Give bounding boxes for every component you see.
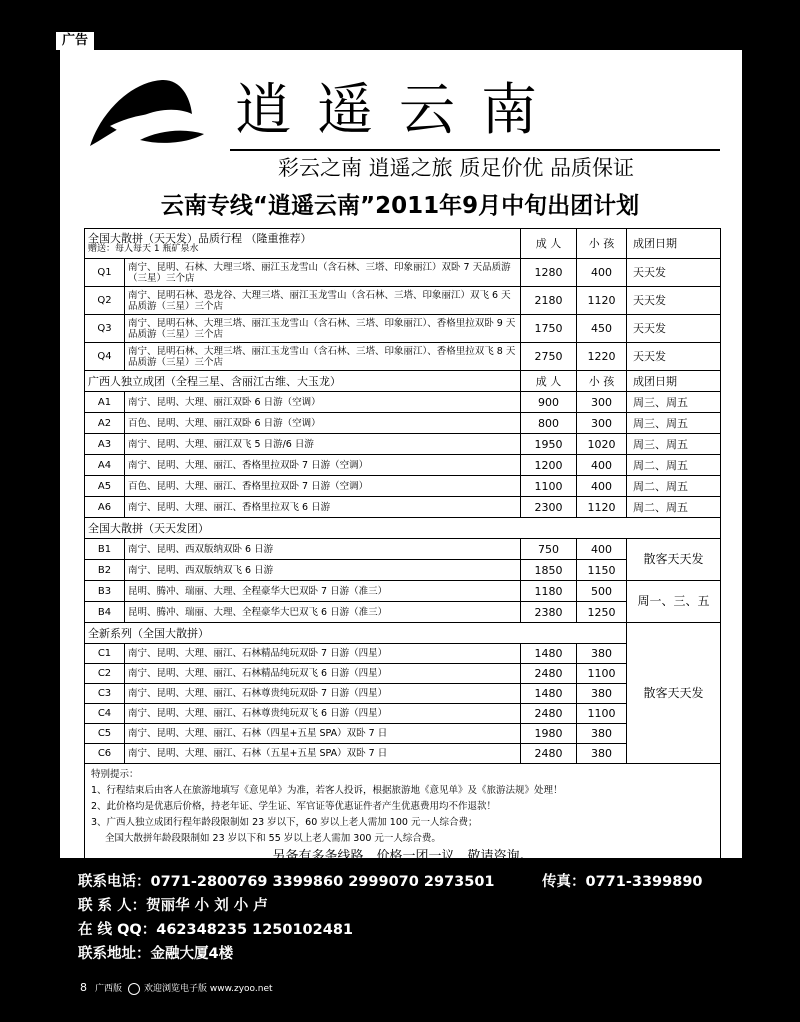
notes-item: 2、此价格均是优惠后价格，持老年证、学生证、军官证等优惠证件者产生优惠费用均不作退款！: [91, 801, 497, 812]
section-header-q: [85, 229, 721, 259]
adult-price: 1850: [521, 560, 577, 581]
route-code: C2: [85, 664, 125, 684]
table-row: [85, 259, 721, 287]
table-row: [85, 455, 721, 476]
route-desc: 百色、昆明、大理、丽江双卧 6 日游（空调）: [125, 413, 521, 434]
depart-date: 天天发: [627, 259, 721, 287]
route-desc: 南宁、昆明、大理、丽江双卧 6 日游（空调）: [125, 392, 521, 413]
contact-phone-line: [78, 870, 778, 894]
child-price: 380: [577, 724, 627, 744]
depart-date: 天天发: [627, 315, 721, 343]
adult-price: 2480: [521, 664, 577, 684]
child-price: 1220: [577, 343, 627, 371]
route-desc: 南宁、昆明、大理、丽江、石林尊贵纯玩双飞 6 日游（四星）: [125, 704, 521, 724]
table-row: [85, 560, 721, 581]
child-price: 400: [577, 539, 627, 560]
notes-item: 1、行程结束后由客人在旅游地填写《意见单》为准，若客人投诉，根据旅游地《意见单》及《旅游法规》处理！: [91, 785, 563, 796]
table-row: [85, 497, 721, 518]
route-desc: 南宁、昆明、西双版纳双飞 6 日游: [125, 560, 521, 581]
child-price: 380: [577, 684, 627, 704]
section-title: 广西人独立成团（全程三星、含丽江古维、大玉龙）: [85, 371, 521, 392]
route-desc: 南宁、昆明、大理、丽江、石林精品纯玩双卧 7 日游（四星）: [125, 644, 521, 664]
table-row: [85, 602, 721, 623]
address-label: 联系地址：: [78, 946, 151, 962]
date-header: 成团日期: [627, 371, 721, 392]
child-price: 1100: [577, 664, 627, 684]
section-header-c: [85, 623, 721, 644]
route-code: B3: [85, 581, 125, 602]
route-code: A2: [85, 413, 125, 434]
notes-footer: 另备有多条线路，价格一团一议，敬请咨询。: [272, 849, 533, 864]
depart-date: 周一、三、五: [627, 581, 721, 623]
child-price: 1150: [577, 560, 627, 581]
table-row: [85, 476, 721, 497]
route-code: C1: [85, 644, 125, 664]
route-code: B1: [85, 539, 125, 560]
contact-address-line: [78, 942, 778, 966]
depart-date: 天天发: [627, 343, 721, 371]
table-row: [85, 664, 721, 684]
date-header: 成团日期: [627, 229, 721, 259]
page-number: 8: [80, 981, 87, 994]
fax-value: 0771-3399890: [585, 874, 703, 890]
route-code: A5: [85, 476, 125, 497]
brand-divider: [230, 149, 720, 151]
qq-label: 在 线 QQ：: [78, 922, 157, 938]
route-code: C4: [85, 704, 125, 724]
route-desc: 昆明、腾冲、瑞丽、大理、全程豪华大巴双卧 7 日游（准三）: [125, 581, 521, 602]
depart-date: 周二、周五: [627, 455, 721, 476]
route-desc: 百色、昆明、大理、丽江、香格里拉双卧 7 日游（空调）: [125, 476, 521, 497]
route-desc: 南宁、昆明、大理、丽江、香格里拉双飞 6 日游: [125, 497, 521, 518]
page-footer: [80, 978, 380, 998]
route-code: A3: [85, 434, 125, 455]
route-code: B2: [85, 560, 125, 581]
depart-date: 散客天天发: [627, 539, 721, 581]
qq-value: 462348235 1250102481: [156, 922, 353, 938]
depart-date: 散客天天发: [627, 623, 721, 764]
child-header: 小 孩: [577, 229, 627, 259]
route-code: Q3: [85, 315, 125, 343]
child-price: 1120: [577, 287, 627, 315]
table-row: [85, 434, 721, 455]
brand-name: 逍遥云南: [235, 78, 563, 143]
publication-logo-icon: [128, 983, 140, 995]
route-desc: 南宁、昆明、石林、大理三塔、丽江玉龙雪山（含石林、三塔、印象丽江）双卧 7 天品质游（三星）三个店: [125, 259, 521, 287]
adult-price: 2480: [521, 704, 577, 724]
child-price: 400: [577, 259, 627, 287]
contact-person-line: [78, 894, 778, 918]
ad-tag: 广告: [56, 32, 94, 50]
route-code: A1: [85, 392, 125, 413]
depart-date: 周二、周五: [627, 476, 721, 497]
child-price: 1100: [577, 704, 627, 724]
route-code: Q2: [85, 287, 125, 315]
adult-price: 1100: [521, 476, 577, 497]
depart-date: 周三、周五: [627, 434, 721, 455]
table-row: [85, 581, 721, 602]
child-price: 1020: [577, 434, 627, 455]
section-title: 全新系列（全国大散拼）: [85, 623, 627, 644]
contact-qq-line: [78, 918, 778, 942]
route-desc: 南宁、昆明、大理、丽江双飞 5 日游/6 日游: [125, 434, 521, 455]
depart-date: 周三、周五: [627, 392, 721, 413]
table-row: [85, 724, 721, 744]
address-value: 金融大厦4楼: [150, 946, 234, 962]
route-desc: 南宁、昆明、大理、丽江、石林（四星+五星 SPA）双卧 7 日: [125, 724, 521, 744]
site-text: 欢迎浏览电子版 www.zyoo.net: [144, 984, 273, 994]
route-code: A6: [85, 497, 125, 518]
route-desc: 昆明、腾冲、瑞丽、大理、全程豪华大巴双飞 6 日游（准三）: [125, 602, 521, 623]
route-desc: 南宁、昆明、大理、丽江、石林（五星+五星 SPA）双卧 7 日: [125, 744, 521, 764]
child-price: 400: [577, 476, 627, 497]
adult-price: 1180: [521, 581, 577, 602]
adult-price: 750: [521, 539, 577, 560]
route-desc: 南宁、昆明、大理、丽江、石林尊贵纯玩双卧 7 日游（四星）: [125, 684, 521, 704]
adult-price: 1950: [521, 434, 577, 455]
fax-label: 传真：: [542, 874, 586, 890]
table-row: [85, 684, 721, 704]
route-desc: 南宁、昆明、大理、丽江、香格里拉双卧 7 日游（空调）: [125, 455, 521, 476]
child-price: 500: [577, 581, 627, 602]
route-code: A4: [85, 455, 125, 476]
route-code: B4: [85, 602, 125, 623]
adult-price: 1480: [521, 684, 577, 704]
notes-cell: [85, 764, 721, 870]
route-code: C3: [85, 684, 125, 704]
adult-price: 1280: [521, 259, 577, 287]
route-code: C6: [85, 744, 125, 764]
child-price: 1250: [577, 602, 627, 623]
adult-header: 成 人: [521, 229, 577, 259]
table-row: [85, 343, 721, 371]
table-row: [85, 539, 721, 560]
gift-note: 赠送：每人每天 1 瓶矿泉水: [88, 243, 199, 254]
child-price: 300: [577, 392, 627, 413]
table-row: [85, 644, 721, 664]
section-header-b: [85, 518, 721, 539]
adult-price: 2480: [521, 744, 577, 764]
child-price: 300: [577, 413, 627, 434]
adult-price: 1980: [521, 724, 577, 744]
person-label: 联 系 人：: [78, 898, 147, 914]
phone-label: 联系电话：: [78, 874, 151, 890]
depart-date: 周三、周五: [627, 413, 721, 434]
route-desc: 南宁、昆明石林、恐龙谷、大理三塔、丽江玉龙雪山（含石林、三塔、印象丽江）双飞 6 天品质游（三星）三个店: [125, 287, 521, 315]
child-price: 450: [577, 315, 627, 343]
phone-value: 0771-2800769 3399860 2999070 2973501: [150, 874, 495, 890]
route-desc: 南宁、昆明石林、大理三塔、丽江玉龙雪山（含石林、三塔、印象丽江）、香格里拉双卧 9 天品质游（三星）三个店: [125, 315, 521, 343]
depart-date: 天天发: [627, 287, 721, 315]
person-value: 贺丽华 小 刘 小 卢: [146, 898, 268, 914]
depart-date: 周二、周五: [627, 497, 721, 518]
child-price: 400: [577, 455, 627, 476]
adult-price: 2180: [521, 287, 577, 315]
table-row: [85, 392, 721, 413]
notes-item: 3、广西人独立成团行程年龄段限制如 23 岁以下，60 岁以上老人需加 100 元一人综合费；: [91, 817, 478, 828]
adult-price: 800: [521, 413, 577, 434]
adult-price: 900: [521, 392, 577, 413]
child-price: 380: [577, 744, 627, 764]
adult-price: 1480: [521, 644, 577, 664]
route-desc: 南宁、昆明、大理、丽江、石林精品纯玩双飞 6 日游（四星）: [125, 664, 521, 684]
adult-header: 成 人: [521, 371, 577, 392]
notes-title: 特别提示：: [91, 769, 139, 780]
route-code: Q1: [85, 259, 125, 287]
route-code: C5: [85, 724, 125, 744]
table-row: [85, 704, 721, 724]
table-row: [85, 287, 721, 315]
table-row: [85, 315, 721, 343]
child-header: 小 孩: [577, 371, 627, 392]
brand-logo-icon: [80, 74, 210, 150]
adult-price: 1200: [521, 455, 577, 476]
table-row: [85, 744, 721, 764]
section-q-cell: [85, 229, 521, 259]
section-header-a: [85, 371, 721, 392]
slogan: 彩云之南 逍遥之旅 质足价优 品质保证: [277, 156, 635, 180]
headline: 云南专线“逍遥云南”2011年9月中旬出团计划: [160, 193, 640, 219]
table-row: [85, 413, 721, 434]
section-title: 全国大散拼（天天发团）: [85, 518, 721, 539]
adult-price: 2300: [521, 497, 577, 518]
fax-group: [542, 870, 703, 894]
section-title: 全国大散拼（天天发）品质行程 （隆重推荐）: [88, 231, 312, 245]
child-price: 1120: [577, 497, 627, 518]
route-code: Q4: [85, 343, 125, 371]
contact-block: [78, 870, 778, 966]
route-desc: 南宁、昆明、西双版纳双卧 6 日游: [125, 539, 521, 560]
child-price: 380: [577, 644, 627, 664]
route-desc: 南宁、昆明石林、大理三塔、丽江玉龙雪山（含石林、三塔、印象丽江）、香格里拉双飞 8 天品质游（三星）三个店: [125, 343, 521, 371]
notes-row: [85, 764, 721, 870]
edition-label: 广西版: [95, 984, 123, 994]
adult-price: 1750: [521, 315, 577, 343]
itinerary-table: [84, 228, 721, 870]
adult-price: 2380: [521, 602, 577, 623]
adult-price: 2750: [521, 343, 577, 371]
notes-item: 全国大散拼年龄段限制如 23 岁以下和 55 岁以上老人需加 300 元一人综合费。: [105, 833, 441, 844]
